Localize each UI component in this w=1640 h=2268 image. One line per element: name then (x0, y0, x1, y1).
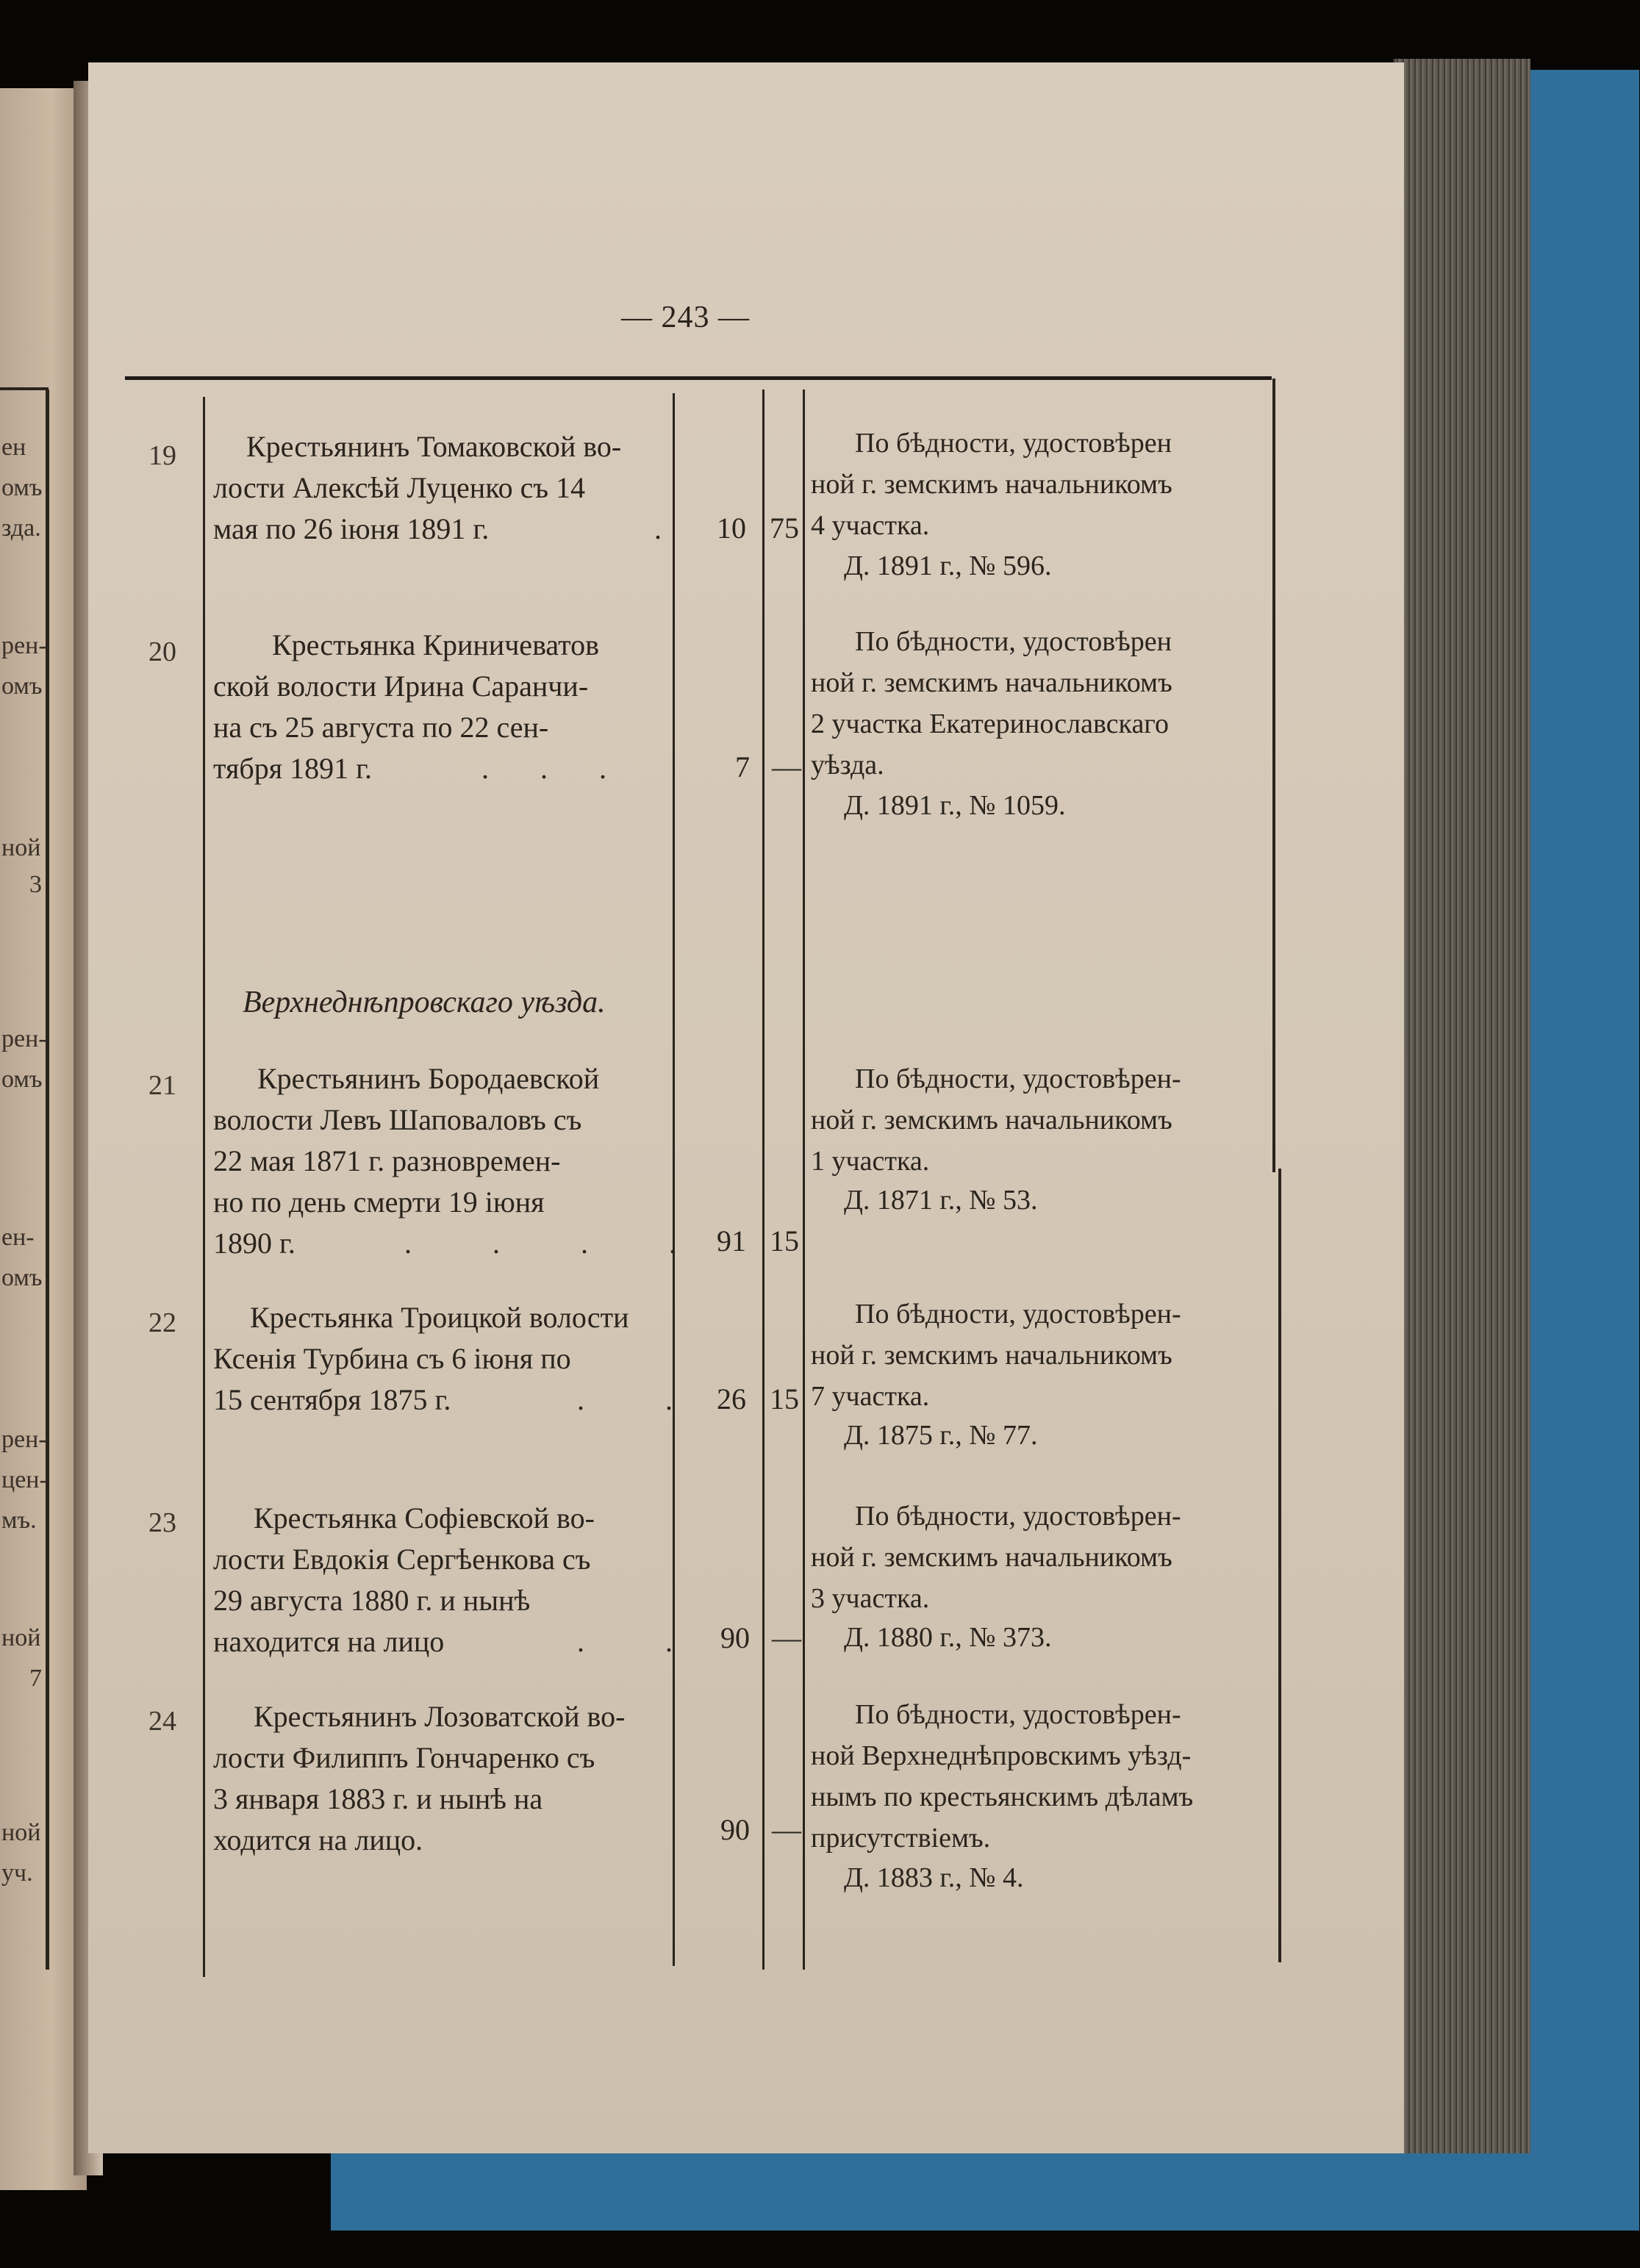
row-dots: . . . . (404, 1227, 713, 1260)
amount-rubles: 7 (735, 750, 750, 783)
row-reference: Д. 1883 г., № 4. (844, 1862, 1024, 1893)
amount-rubles: 26 (717, 1382, 746, 1415)
column-rule-number (203, 397, 205, 1977)
column-rule-description (673, 393, 675, 1966)
page-block-edge (1393, 59, 1530, 2153)
row-reference: Д. 1875 г., № 77. (844, 1420, 1038, 1451)
row-description: Крестьянинъ Томаковской во- лости Алексѣй Луценко съ 14 мая по 26 іюня 1891 г. (213, 430, 622, 545)
amount-rubles: 91 (717, 1224, 746, 1257)
left-fragment: омъ (1, 672, 43, 700)
row-dot: . (654, 512, 662, 545)
amount-kopecks: — (772, 1621, 801, 1654)
row-description: Крестьянка Троицкой волости Ксенія Турбина съ 6 іюня по 15 сентября 1875 г. (213, 1301, 629, 1416)
row-reference: Д. 1891 г., № 596. (844, 550, 1052, 581)
row-reference: Д. 1880 г., № 373. (844, 1622, 1052, 1653)
row-dots: . . (577, 1383, 709, 1416)
row-note: По бѣдности, удостовѣрен- ной г. земскимъ начальникомъ 3 участка. (811, 1501, 1181, 1614)
table-right-rule-lower (1278, 1169, 1281, 1962)
left-fragment: рен- (1, 1025, 47, 1052)
table-top-rule (125, 376, 1272, 380)
left-fragment: уч. (1, 1859, 33, 1887)
row-number: 21 (148, 1070, 176, 1101)
amount-rubles: 90 (720, 1621, 750, 1654)
row-note: По бѣдности, удостовѣрен- ной г. земскимъ начальникомъ 7 участка. (811, 1299, 1181, 1412)
column-rule-rubles (762, 390, 765, 1970)
left-fragment: рен- (1, 632, 47, 659)
row-note: По бѣдности, удостовѣрен- ной Верхнеднѣпровскимъ уѣзд- нымъ по крестьянскимъ дѣламъ присутствіемъ. (811, 1699, 1194, 1853)
row-reference: Д. 1871 г., № 53. (844, 1185, 1038, 1216)
row-note: По бѣдности, удостовѣрен- ной г. земскимъ начальникомъ 1 участка. (811, 1063, 1181, 1177)
amount-kopecks: — (772, 1813, 801, 1846)
amount-kopecks: 15 (770, 1224, 799, 1257)
row-number: 19 (148, 440, 176, 471)
row-dots: . . . (481, 752, 629, 785)
row-number: 22 (148, 1307, 176, 1338)
row-reference: Д. 1891 г., № 1059. (844, 790, 1066, 821)
amount-kopecks: — (772, 750, 801, 783)
left-fragment: мъ. (1, 1507, 37, 1534)
left-fragment: ен (1, 434, 26, 461)
column-rule-kopecks (803, 390, 805, 1970)
row-description: Крестьянка Криничеватов ской волости Ирина Саранчи- на съ 25 августа по 22 сен- тября 1891 г. (213, 628, 599, 785)
row-number: 20 (148, 636, 176, 667)
left-fragment: ен- (1, 1224, 35, 1251)
table-right-rule (1272, 378, 1275, 1172)
left-fragment: омъ (1, 1264, 43, 1291)
left-fragment: 3 (29, 871, 42, 898)
left-fragment: ной (1, 834, 41, 861)
left-fragment: омъ (1, 474, 43, 501)
left-fragment: рен- (1, 1426, 47, 1453)
left-fragment: омъ (1, 1066, 43, 1093)
row-description: Крестьянка Софіевской во- лости Евдокія Сергѣенкова съ 29 августа 1880 г. и нынѣ находится на лицо (213, 1501, 595, 1658)
left-fragment: ной (1, 1819, 41, 1846)
left-fragment: ной (1, 1624, 41, 1651)
section-heading: Верхнеднѣпровскаго уѣзда. (243, 986, 606, 1019)
row-description: Крестьянинъ Бородаевской волости Левъ Шаповаловъ съ 22 мая 1871 г. разновремен- но по день смерти 19 іюня 1890 г. (213, 1062, 600, 1260)
amount-rubles: 10 (717, 512, 746, 545)
row-note: По бѣдности, удостовѣрен ной г. земскимъ начальникомъ 2 участка Екатеринославскаго уѣзда. (811, 626, 1172, 780)
left-fragment: зда. (1, 514, 41, 542)
row-number: 24 (148, 1706, 176, 1737)
page-number: — 243 — (621, 301, 750, 334)
row-dots: . . (577, 1625, 709, 1658)
row-note: По бѣдности, удостовѣрен ной г. земскимъ начальникомъ 4 участка. (811, 428, 1172, 541)
left-page-rule-top (0, 387, 49, 390)
book-cover-bottom (331, 2142, 1522, 2231)
amount-rubles: 90 (720, 1813, 750, 1846)
row-description: Крестьянинъ Лозоватской во- лости Филиппъ Гончаренко съ 3 января 1883 г. и нынѣ на ходится на лицо. (213, 1700, 626, 1856)
left-page-rule (46, 390, 49, 1970)
row-number: 23 (148, 1507, 176, 1538)
amount-kopecks: 75 (770, 512, 799, 545)
left-fragment: цен- (1, 1466, 48, 1493)
amount-kopecks: 15 (770, 1382, 799, 1415)
left-fragment: 7 (29, 1665, 42, 1692)
